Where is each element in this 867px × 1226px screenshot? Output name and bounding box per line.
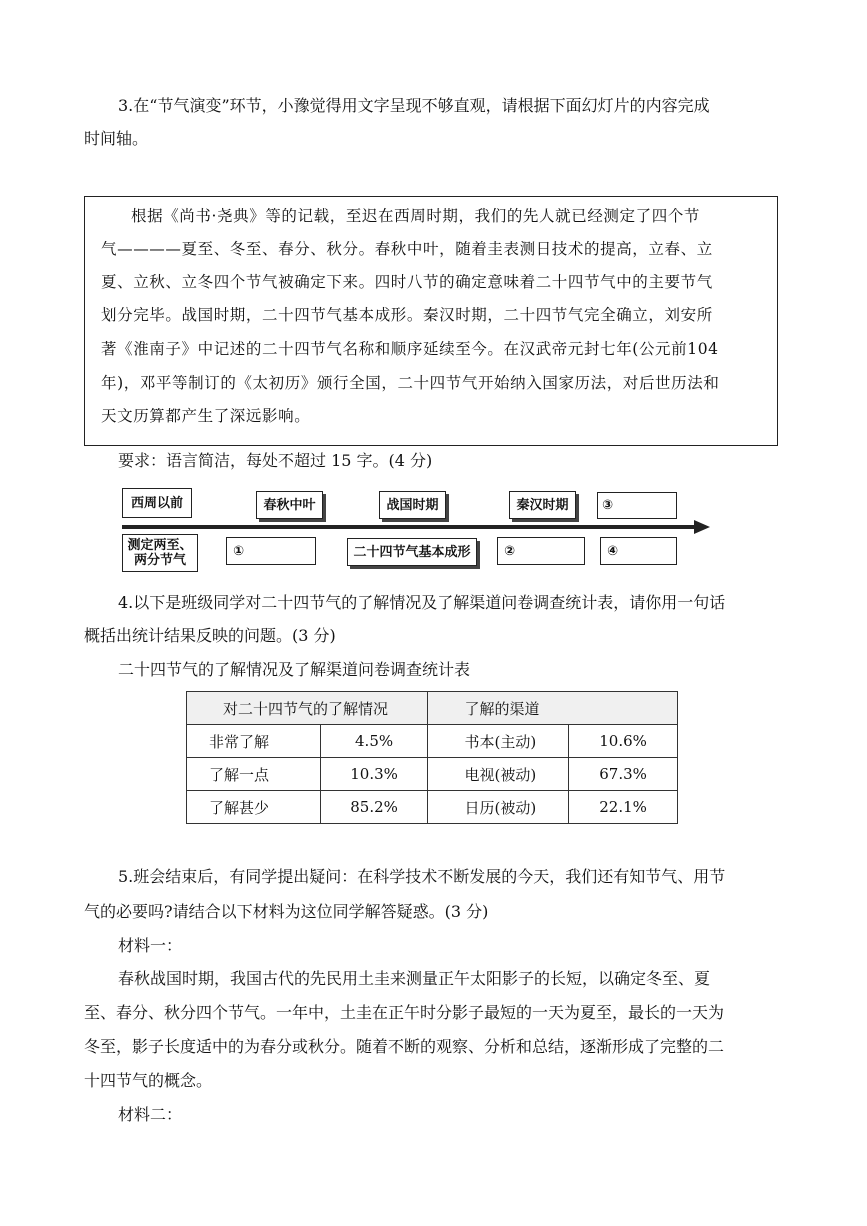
table-cell: 书本(主动) — [428, 725, 569, 758]
passage-line: 年)，邓平等制订的《太初历》颁行全国，二十四节气开始纳入国家历法，对后世历法和 — [101, 374, 720, 392]
timeline-label-qinhan: 秦汉时期 — [509, 491, 576, 519]
q5-prompt-line1: 5.班会结束后，有同学提出疑问：在科学技术不断发展的今天，我们还有知节气、用节 — [118, 867, 726, 886]
material1-line: 至、春分、秋分四个节气。一年中，土圭在正午时分影子最短的一天为夏至，最长的一天为 — [84, 1003, 725, 1022]
timeline-event-xizhou — [122, 534, 198, 572]
passage-box — [84, 196, 778, 446]
table-row — [187, 758, 678, 791]
material1-line: 春秋战国时期，我国古代的先民用土圭来测量正午太阳影子的长短，以确定冬至、夏 — [118, 969, 711, 988]
table-cell: 10.6% — [569, 725, 678, 758]
table-header-understanding: 对二十四节气的了解情况 — [187, 692, 428, 725]
table-row — [187, 791, 678, 824]
q4-prompt-line1: 4.以下是班级同学对二十四节气的了解情况及了解渠道问卷调查统计表，请你用一句话 — [118, 593, 726, 612]
table-cell: 了解甚少 — [187, 791, 321, 824]
timeline-label-chunqiu: 春秋中叶 — [256, 491, 323, 519]
passage-line: 著《淮南子》中记述的二十四节气名称和顺序延续至今。在汉武帝元封七年(公元前104 — [101, 340, 719, 358]
blank-4[interactable]: ④ — [600, 537, 677, 565]
table-cell: 22.1% — [569, 791, 678, 824]
passage-line: 夏、立秋、立冬四个节气被确定下来。四时八节的确定意味着二十四节气中的主要节气 — [101, 273, 713, 291]
material2-label: 材料二： — [118, 1105, 183, 1124]
material1-label: 材料一： — [118, 936, 183, 955]
table-header-channel: 了解的渠道 — [428, 692, 678, 725]
table-cell: 67.3% — [569, 758, 678, 791]
blank-1[interactable]: ① — [226, 537, 316, 565]
q3-prompt-line1: 3.在“节气演变”环节，小豫觉得用文字呈现不够直观，请根据下面幻灯片的内容完成 — [118, 96, 710, 115]
q5-prompt-line2: 气的必要吗?请结合以下材料为这位同学解答疑惑。(3 分) — [84, 902, 489, 921]
table-row — [187, 725, 678, 758]
timeline-label-xizhou: 西周以前 — [122, 488, 192, 518]
table-header-row — [187, 692, 678, 725]
timeline-event-line: 两分节气 — [133, 553, 186, 568]
table-cell: 日历(被动) — [428, 791, 569, 824]
timeline-axis — [122, 525, 698, 529]
passage-line: 天文历算都产生了深远影响。 — [101, 407, 311, 425]
table-cell: 4.5% — [320, 725, 428, 758]
timeline-arrow-icon — [694, 520, 710, 534]
material1-line: 十四节气的概念。 — [84, 1071, 213, 1090]
timeline-event-zhanguo: 二十四节气基本成形 — [347, 538, 477, 566]
q4-table-title: 二十四节气的了解情况及了解渠道问卷调查统计表 — [118, 660, 471, 679]
passage-line: 气————夏至、冬至、春分、秋分。春秋中叶，随着圭表测日技术的提高，立春、立 — [101, 240, 713, 258]
table-cell: 了解一点 — [187, 758, 321, 791]
table-cell: 电视(被动) — [428, 758, 569, 791]
table-cell: 85.2% — [320, 791, 428, 824]
table-cell: 非常了解 — [187, 725, 321, 758]
table-cell: 10.3% — [320, 758, 428, 791]
timeline-label-zhanguo: 战国时期 — [379, 491, 446, 519]
passage-line: 根据《尚书·尧典》等的记载，至迟在西周时期，我们的先人就已经测定了四个节 — [131, 207, 701, 225]
blank-2[interactable]: ② — [497, 537, 585, 565]
blank-3[interactable]: ③ — [597, 492, 677, 519]
passage-line: 划分完毕。战国时期，二十四节气基本成形。秦汉时期，二十四节气完全确立，刘安所 — [101, 306, 713, 324]
q3-prompt-line2: 时间轴。 — [84, 129, 149, 148]
q3-requirement: 要求：语言简洁，每处不超过 15 字。(4 分) — [118, 451, 433, 470]
timeline-event-line: 测定两至、 — [127, 538, 193, 553]
survey-table — [186, 691, 678, 824]
q4-prompt-line2: 概括出统计结果反映的问题。(3 分) — [84, 626, 336, 645]
material1-line: 冬至，影子长度适中的为春分或秋分。随着不断的观察、分析和总结，逐渐形成了完整的二 — [84, 1037, 725, 1056]
